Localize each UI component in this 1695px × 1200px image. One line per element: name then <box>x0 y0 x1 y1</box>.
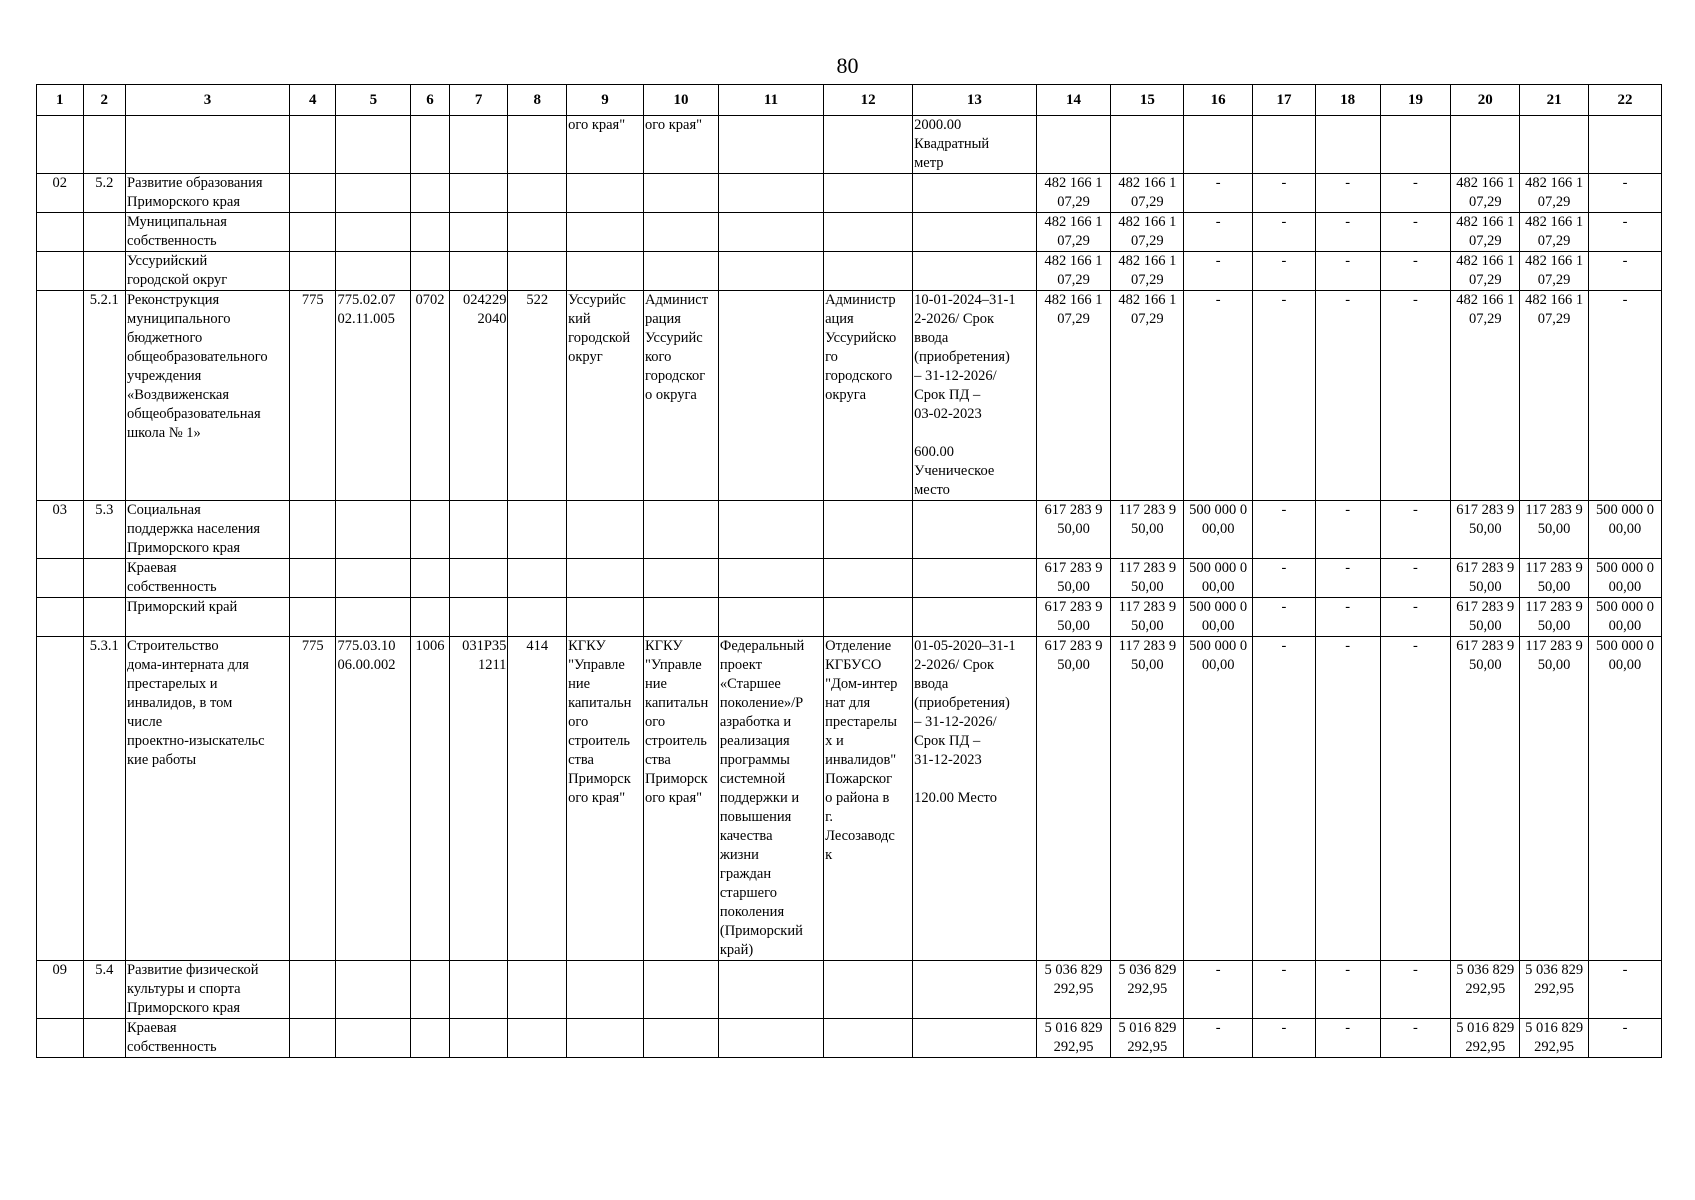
cell-col-2 <box>83 559 125 598</box>
cell-col-19: - <box>1380 501 1451 559</box>
cell-col-18: - <box>1315 1019 1380 1058</box>
cell-col-6 <box>411 961 449 1019</box>
cell-col-7 <box>449 213 508 252</box>
column-header-15: 15 <box>1111 85 1184 116</box>
cell-col-14: 482 166 1 07,29 <box>1036 174 1111 213</box>
cell-col-18: - <box>1315 961 1380 1019</box>
cell-col-16: 500 000 0 00,00 <box>1184 598 1253 637</box>
cell-col-16: 500 000 0 00,00 <box>1184 637 1253 961</box>
cell-col-12 <box>824 598 913 637</box>
cell-col-11: Федеральный проект «Старшее поколение»/Р азработка и реализация программы системной поддержки и повышения качества жизни граждан старшего поколения (Приморский край) <box>718 637 823 961</box>
cell-col-4 <box>289 116 336 174</box>
cell-col-11 <box>718 501 823 559</box>
cell-col-10 <box>644 501 719 559</box>
cell-col-11 <box>718 291 823 501</box>
cell-col-16: 500 000 0 00,00 <box>1184 559 1253 598</box>
cell-col-13 <box>913 501 1036 559</box>
cell-col-9: КГКУ "Управле ние капитальн ого строитель ства Приморск ого края" <box>567 637 644 961</box>
cell-col-7 <box>449 174 508 213</box>
cell-col-10 <box>644 598 719 637</box>
cell-col-20: 617 283 9 50,00 <box>1451 598 1520 637</box>
cell-col-21: 5 036 829 292,95 <box>1520 961 1589 1019</box>
cell-col-16: - <box>1184 213 1253 252</box>
cell-col-7 <box>449 252 508 291</box>
cell-col-19: - <box>1380 174 1451 213</box>
cell-col-21: 482 166 1 07,29 <box>1520 174 1589 213</box>
column-header-1: 1 <box>37 85 84 116</box>
cell-col-8 <box>508 213 567 252</box>
cell-col-9 <box>567 961 644 1019</box>
cell-col-18 <box>1315 116 1380 174</box>
cell-col-3: Приморский край <box>126 598 290 637</box>
cell-col-5: 775.02.07 02.11.005 <box>336 291 411 501</box>
cell-col-8 <box>508 252 567 291</box>
cell-col-20: 5 016 829 292,95 <box>1451 1019 1520 1058</box>
cell-col-21: 482 166 1 07,29 <box>1520 291 1589 501</box>
cell-col-8 <box>508 1019 567 1058</box>
cell-col-1 <box>37 1019 84 1058</box>
cell-col-17: - <box>1253 213 1316 252</box>
cell-col-2 <box>83 116 125 174</box>
cell-col-13: 10-01-2024–31-1 2-2026/ Срок ввода (приобретения) – 31-12-2026/ Срок ПД – 03-02-2023 600.00 Ученическое место <box>913 291 1036 501</box>
cell-col-19: - <box>1380 637 1451 961</box>
cell-col-20: 482 166 1 07,29 <box>1451 291 1520 501</box>
cell-col-19: - <box>1380 252 1451 291</box>
cell-col-3: Реконструкция муниципального бюджетного общеобразовательного учреждения «Воздвиженская общеобразовательная школа № 1» <box>126 291 290 501</box>
cell-col-13: 01-05-2020–31-1 2-2026/ Срок ввода (приобретения) – 31-12-2026/ Срок ПД – 31-12-2023 120.00 Место <box>913 637 1036 961</box>
cell-col-8 <box>508 501 567 559</box>
cell-col-13 <box>913 559 1036 598</box>
cell-col-1 <box>37 252 84 291</box>
cell-col-18: - <box>1315 213 1380 252</box>
cell-col-17: - <box>1253 598 1316 637</box>
cell-col-14: 5 016 829 292,95 <box>1036 1019 1111 1058</box>
cell-col-5: 775.03.10 06.00.002 <box>336 637 411 961</box>
cell-col-4 <box>289 213 336 252</box>
cell-col-9: Уссурийс кий городской округ <box>567 291 644 501</box>
cell-col-5 <box>336 213 411 252</box>
cell-col-21 <box>1520 116 1589 174</box>
cell-col-4 <box>289 501 336 559</box>
cell-col-22: - <box>1588 291 1661 501</box>
column-header-7: 7 <box>449 85 508 116</box>
cell-col-22 <box>1588 116 1661 174</box>
cell-col-6 <box>411 174 449 213</box>
cell-col-10: Админист рация Уссурийс кого городског о округа <box>644 291 719 501</box>
cell-col-1 <box>37 598 84 637</box>
cell-col-6 <box>411 501 449 559</box>
cell-col-6 <box>411 116 449 174</box>
cell-col-1: 09 <box>37 961 84 1019</box>
cell-col-22: 500 000 0 00,00 <box>1588 501 1661 559</box>
cell-col-22: 500 000 0 00,00 <box>1588 598 1661 637</box>
cell-col-21: 482 166 1 07,29 <box>1520 213 1589 252</box>
cell-col-13 <box>913 252 1036 291</box>
cell-col-19: - <box>1380 559 1451 598</box>
cell-col-15: 117 283 9 50,00 <box>1111 598 1184 637</box>
cell-col-15: 5 036 829 292,95 <box>1111 961 1184 1019</box>
cell-col-4 <box>289 252 336 291</box>
cell-col-14: 617 283 9 50,00 <box>1036 501 1111 559</box>
cell-col-8: 414 <box>508 637 567 961</box>
cell-col-6 <box>411 559 449 598</box>
cell-col-20: 482 166 1 07,29 <box>1451 252 1520 291</box>
column-header-6: 6 <box>411 85 449 116</box>
cell-col-5 <box>336 961 411 1019</box>
column-header-17: 17 <box>1253 85 1316 116</box>
cell-col-15: 482 166 1 07,29 <box>1111 291 1184 501</box>
cell-col-21: 117 283 9 50,00 <box>1520 598 1589 637</box>
table-row <box>37 961 1662 1019</box>
cell-col-12 <box>824 174 913 213</box>
cell-col-20: 482 166 1 07,29 <box>1451 213 1520 252</box>
cell-col-18: - <box>1315 252 1380 291</box>
page-number: 80 <box>836 53 859 78</box>
cell-col-7 <box>449 501 508 559</box>
cell-col-14: 482 166 1 07,29 <box>1036 252 1111 291</box>
cell-col-11 <box>718 174 823 213</box>
cell-col-7 <box>449 1019 508 1058</box>
budget-table <box>36 84 1662 1058</box>
cell-col-4 <box>289 1019 336 1058</box>
cell-col-12: Отделение КГБУСО "Дом-интер нат для престарелы х и инвалидов" Пожарског о района в г. Лесозаводс к <box>824 637 913 961</box>
cell-col-5 <box>336 501 411 559</box>
column-header-3: 3 <box>126 85 290 116</box>
cell-col-10 <box>644 174 719 213</box>
cell-col-19: - <box>1380 291 1451 501</box>
cell-col-10: ого края" <box>644 116 719 174</box>
cell-col-15: 117 283 9 50,00 <box>1111 501 1184 559</box>
column-header-21: 21 <box>1520 85 1589 116</box>
table-row <box>37 252 1662 291</box>
column-header-16: 16 <box>1184 85 1253 116</box>
table-row <box>37 291 1662 501</box>
cell-col-2: 5.2.1 <box>83 291 125 501</box>
column-header-19: 19 <box>1380 85 1451 116</box>
cell-col-21: 5 016 829 292,95 <box>1520 1019 1589 1058</box>
column-header-11: 11 <box>718 85 823 116</box>
cell-col-12: Администр ация Уссурийско го городского округа <box>824 291 913 501</box>
table-row <box>37 598 1662 637</box>
cell-col-4 <box>289 961 336 1019</box>
cell-col-5 <box>336 174 411 213</box>
cell-col-5 <box>336 116 411 174</box>
column-header-20: 20 <box>1451 85 1520 116</box>
cell-col-1 <box>37 213 84 252</box>
cell-col-6 <box>411 1019 449 1058</box>
cell-col-5 <box>336 559 411 598</box>
column-header-14: 14 <box>1036 85 1111 116</box>
cell-col-10 <box>644 559 719 598</box>
cell-col-12 <box>824 116 913 174</box>
cell-col-21: 482 166 1 07,29 <box>1520 252 1589 291</box>
cell-col-1 <box>37 559 84 598</box>
column-header-9: 9 <box>567 85 644 116</box>
cell-col-12 <box>824 961 913 1019</box>
cell-col-2: 5.4 <box>83 961 125 1019</box>
cell-col-22: 500 000 0 00,00 <box>1588 637 1661 961</box>
cell-col-3 <box>126 116 290 174</box>
cell-col-15: 482 166 1 07,29 <box>1111 213 1184 252</box>
cell-col-1: 02 <box>37 174 84 213</box>
cell-col-22: - <box>1588 213 1661 252</box>
cell-col-18: - <box>1315 501 1380 559</box>
cell-col-8: 522 <box>508 291 567 501</box>
cell-col-14 <box>1036 116 1111 174</box>
cell-col-18: - <box>1315 559 1380 598</box>
cell-col-3: Строительство дома-интерната для престарелых и инвалидов, в том числе проектно-изыскательс кие работы <box>126 637 290 961</box>
cell-col-20: 617 283 9 50,00 <box>1451 559 1520 598</box>
cell-col-2 <box>83 252 125 291</box>
cell-col-19: - <box>1380 598 1451 637</box>
cell-col-2: 5.2 <box>83 174 125 213</box>
cell-col-5 <box>336 1019 411 1058</box>
cell-col-22: 500 000 0 00,00 <box>1588 559 1661 598</box>
cell-col-1 <box>37 291 84 501</box>
cell-col-19: - <box>1380 213 1451 252</box>
cell-col-8 <box>508 116 567 174</box>
cell-col-16: - <box>1184 291 1253 501</box>
cell-col-4 <box>289 559 336 598</box>
cell-col-6 <box>411 598 449 637</box>
cell-col-12 <box>824 213 913 252</box>
cell-col-11 <box>718 559 823 598</box>
cell-col-14: 617 283 9 50,00 <box>1036 559 1111 598</box>
cell-col-13 <box>913 1019 1036 1058</box>
column-header-10: 10 <box>644 85 719 116</box>
cell-col-7 <box>449 116 508 174</box>
cell-col-20: 482 166 1 07,29 <box>1451 174 1520 213</box>
table-row <box>37 637 1662 961</box>
header-row <box>37 85 1662 116</box>
cell-col-15: 5 016 829 292,95 <box>1111 1019 1184 1058</box>
cell-col-3: Краевая собственность <box>126 559 290 598</box>
column-header-22: 22 <box>1588 85 1661 116</box>
cell-col-17: - <box>1253 637 1316 961</box>
cell-col-15: 117 283 9 50,00 <box>1111 637 1184 961</box>
cell-col-10 <box>644 213 719 252</box>
cell-col-4 <box>289 598 336 637</box>
cell-col-1: 03 <box>37 501 84 559</box>
cell-col-13 <box>913 174 1036 213</box>
cell-col-8 <box>508 559 567 598</box>
cell-col-3: Краевая собственность <box>126 1019 290 1058</box>
cell-col-2 <box>83 1019 125 1058</box>
cell-col-22: - <box>1588 174 1661 213</box>
cell-col-6 <box>411 213 449 252</box>
cell-col-20 <box>1451 116 1520 174</box>
cell-col-21: 117 283 9 50,00 <box>1520 559 1589 598</box>
cell-col-17: - <box>1253 291 1316 501</box>
cell-col-17 <box>1253 116 1316 174</box>
cell-col-3: Муниципальная собственность <box>126 213 290 252</box>
cell-col-18: - <box>1315 174 1380 213</box>
column-header-13: 13 <box>913 85 1036 116</box>
cell-col-12 <box>824 559 913 598</box>
cell-col-14: 482 166 1 07,29 <box>1036 291 1111 501</box>
cell-col-2: 5.3 <box>83 501 125 559</box>
cell-col-11 <box>718 116 823 174</box>
cell-col-3: Уссурийский городской округ <box>126 252 290 291</box>
cell-col-22: - <box>1588 252 1661 291</box>
cell-col-22: - <box>1588 961 1661 1019</box>
cell-col-7 <box>449 559 508 598</box>
cell-col-9 <box>567 598 644 637</box>
table-row <box>37 1019 1662 1058</box>
cell-col-13 <box>913 213 1036 252</box>
table-row <box>37 559 1662 598</box>
column-header-18: 18 <box>1315 85 1380 116</box>
cell-col-8 <box>508 961 567 1019</box>
cell-col-12 <box>824 501 913 559</box>
cell-col-11 <box>718 961 823 1019</box>
cell-col-12 <box>824 252 913 291</box>
cell-col-15: 482 166 1 07,29 <box>1111 174 1184 213</box>
cell-col-17: - <box>1253 174 1316 213</box>
cell-col-8 <box>508 598 567 637</box>
cell-col-11 <box>718 1019 823 1058</box>
cell-col-2 <box>83 213 125 252</box>
cell-col-15 <box>1111 116 1184 174</box>
cell-col-17: - <box>1253 252 1316 291</box>
cell-col-14: 482 166 1 07,29 <box>1036 213 1111 252</box>
cell-col-9 <box>567 1019 644 1058</box>
cell-col-7 <box>449 598 508 637</box>
cell-col-20: 617 283 9 50,00 <box>1451 501 1520 559</box>
cell-col-17: - <box>1253 1019 1316 1058</box>
cell-col-9 <box>567 174 644 213</box>
cell-col-11 <box>718 252 823 291</box>
cell-col-10 <box>644 1019 719 1058</box>
cell-col-20: 617 283 9 50,00 <box>1451 637 1520 961</box>
cell-col-21: 117 283 9 50,00 <box>1520 637 1589 961</box>
cell-col-7: 031Р35 1211 <box>449 637 508 961</box>
cell-col-5 <box>336 252 411 291</box>
column-header-2: 2 <box>83 85 125 116</box>
cell-col-16: - <box>1184 252 1253 291</box>
column-header-5: 5 <box>336 85 411 116</box>
column-header-12: 12 <box>824 85 913 116</box>
table-row <box>37 501 1662 559</box>
cell-col-16: - <box>1184 174 1253 213</box>
cell-col-10 <box>644 252 719 291</box>
cell-col-2 <box>83 598 125 637</box>
cell-col-9 <box>567 501 644 559</box>
cell-col-17: - <box>1253 961 1316 1019</box>
cell-col-9: ого края" <box>567 116 644 174</box>
cell-col-21: 117 283 9 50,00 <box>1520 501 1589 559</box>
cell-col-17: - <box>1253 501 1316 559</box>
cell-col-9 <box>567 213 644 252</box>
cell-col-7 <box>449 961 508 1019</box>
cell-col-13: 2000.00 Квадратный метр <box>913 116 1036 174</box>
cell-col-15: 117 283 9 50,00 <box>1111 559 1184 598</box>
table-row <box>37 174 1662 213</box>
cell-col-4: 775 <box>289 291 336 501</box>
cell-col-16: 500 000 0 00,00 <box>1184 501 1253 559</box>
cell-col-22: - <box>1588 1019 1661 1058</box>
cell-col-4 <box>289 174 336 213</box>
cell-col-8 <box>508 174 567 213</box>
cell-col-3: Социальная поддержка населения Приморского края <box>126 501 290 559</box>
cell-col-13 <box>913 598 1036 637</box>
cell-col-6: 0702 <box>411 291 449 501</box>
cell-col-16 <box>1184 116 1253 174</box>
table-row <box>37 116 1662 174</box>
cell-col-3: Развитие физической культуры и спорта Приморского края <box>126 961 290 1019</box>
cell-col-20: 5 036 829 292,95 <box>1451 961 1520 1019</box>
cell-col-14: 617 283 9 50,00 <box>1036 637 1111 961</box>
cell-col-16: - <box>1184 961 1253 1019</box>
cell-col-14: 5 036 829 292,95 <box>1036 961 1111 1019</box>
cell-col-18: - <box>1315 637 1380 961</box>
cell-col-19: - <box>1380 1019 1451 1058</box>
cell-col-14: 617 283 9 50,00 <box>1036 598 1111 637</box>
column-header-8: 8 <box>508 85 567 116</box>
table-row <box>37 213 1662 252</box>
cell-col-10 <box>644 961 719 1019</box>
cell-col-6: 1006 <box>411 637 449 961</box>
cell-col-18: - <box>1315 598 1380 637</box>
cell-col-1 <box>37 116 84 174</box>
cell-col-6 <box>411 252 449 291</box>
cell-col-16: - <box>1184 1019 1253 1058</box>
column-header-4: 4 <box>289 85 336 116</box>
cell-col-18: - <box>1315 291 1380 501</box>
cell-col-11 <box>718 213 823 252</box>
cell-col-19 <box>1380 116 1451 174</box>
cell-col-4: 775 <box>289 637 336 961</box>
cell-col-9 <box>567 252 644 291</box>
cell-col-9 <box>567 559 644 598</box>
cell-col-13 <box>913 961 1036 1019</box>
cell-col-3: Развитие образования Приморского края <box>126 174 290 213</box>
cell-col-19: - <box>1380 961 1451 1019</box>
cell-col-5 <box>336 598 411 637</box>
cell-col-17: - <box>1253 559 1316 598</box>
cell-col-2: 5.3.1 <box>83 637 125 961</box>
cell-col-12 <box>824 1019 913 1058</box>
cell-col-11 <box>718 598 823 637</box>
cell-col-1 <box>37 637 84 961</box>
cell-col-10: КГКУ "Управле ние капитальн ого строитель ства Приморск ого края" <box>644 637 719 961</box>
cell-col-15: 482 166 1 07,29 <box>1111 252 1184 291</box>
cell-col-7: 024229 2040 <box>449 291 508 501</box>
